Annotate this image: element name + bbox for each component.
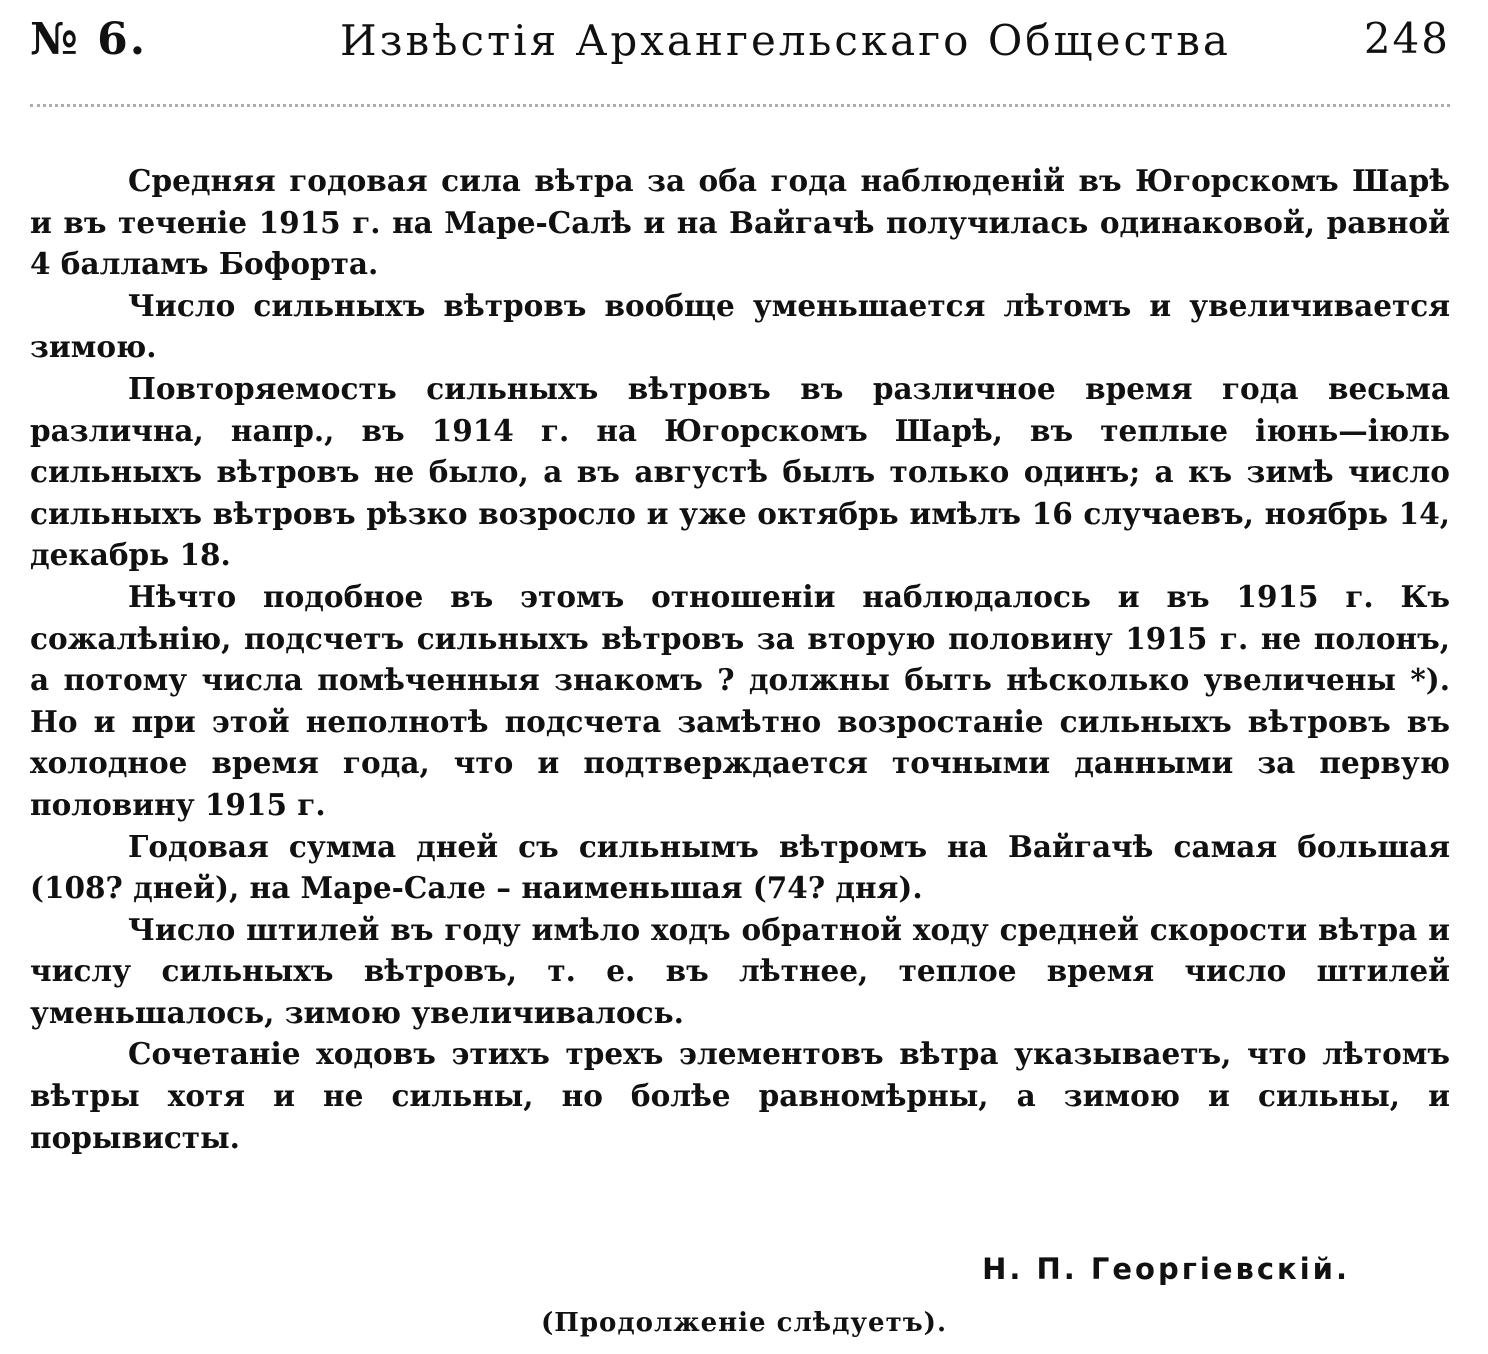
paragraph: Число сильныхъ вѣтровъ вообще уменьшается лѣтомъ и увеличивается зимою. bbox=[30, 287, 1450, 365]
paragraph: Нѣчто подобное въ этомъ отношеніи наблюдалось и въ 1915 г. Къ сожалѣнію, подсчетъ сильныхъ вѣтровъ за вторую половину 1915 г. не полонъ, а потому числа помѣченныя знакомъ ? должны быть нѣсколько увеличены *). Но и при этой неполнотѣ подсчета замѣтно возростаніе сильныхъ вѣтровъ въ холодное время года, что и подтверждается точными данными за первую половину 1915 г. bbox=[30, 578, 1450, 822]
paragraph: Средняя годовая сила вѣтра за оба года наблюденій въ Югорскомъ Шарѣ и въ теченіе 1915 г. на Маре-Салѣ и на Вайгачѣ получилась одинаковой, равной 4 балламъ Бофорта. bbox=[30, 163, 1450, 282]
continuation-note: (Продолженіе слѣдуетъ). bbox=[540, 1308, 948, 1338]
author-signature: Н. П. Георгіевскій. bbox=[982, 1252, 1350, 1286]
page-number: 248 bbox=[1363, 14, 1450, 63]
paragraph: Сочетаніе ходовъ этихъ трехъ элементовъ вѣтра указываетъ, что лѣтомъ вѣтры хотя и не сильны, но болѣе равномѣрны, а зимою и сильны, и порывисты. bbox=[30, 1036, 1450, 1155]
page-header bbox=[30, 14, 1450, 74]
journal-title: Извѣстія Архангельскаго Общества bbox=[340, 16, 1231, 65]
paragraph: Повторяемость сильныхъ вѣтровъ въ различное время года весьма различна, напр., въ 1914 г. на Югорскомъ Шарѣ, въ теплые іюнь—іюль сильныхъ вѣтровъ не было, а въ августѣ былъ только одинъ; а къ зимѣ число сильныхъ вѣтровъ рѣзко возросло и уже октябрь имѣлъ 16 случаевъ, ноябрь 14, декабрь 18. bbox=[30, 370, 1450, 573]
article-body bbox=[30, 160, 1450, 1158]
paragraph: Годовая сумма дней съ сильнымъ вѣтромъ на Вайгачѣ самая большая (108? дней), на Маре-Сале – наименьшая (74? дня). bbox=[30, 828, 1450, 906]
paragraph: Число штилей въ году имѣло ходъ обратной ходу средней скорости вѣтра и числу сильныхъ вѣтровъ, т. е. въ лѣтнее, теплое время число штилей уменьшалось, зимою увеличивалось. bbox=[30, 911, 1450, 1030]
header-divider bbox=[30, 104, 1450, 117]
issue-number: № 6. bbox=[30, 14, 148, 65]
